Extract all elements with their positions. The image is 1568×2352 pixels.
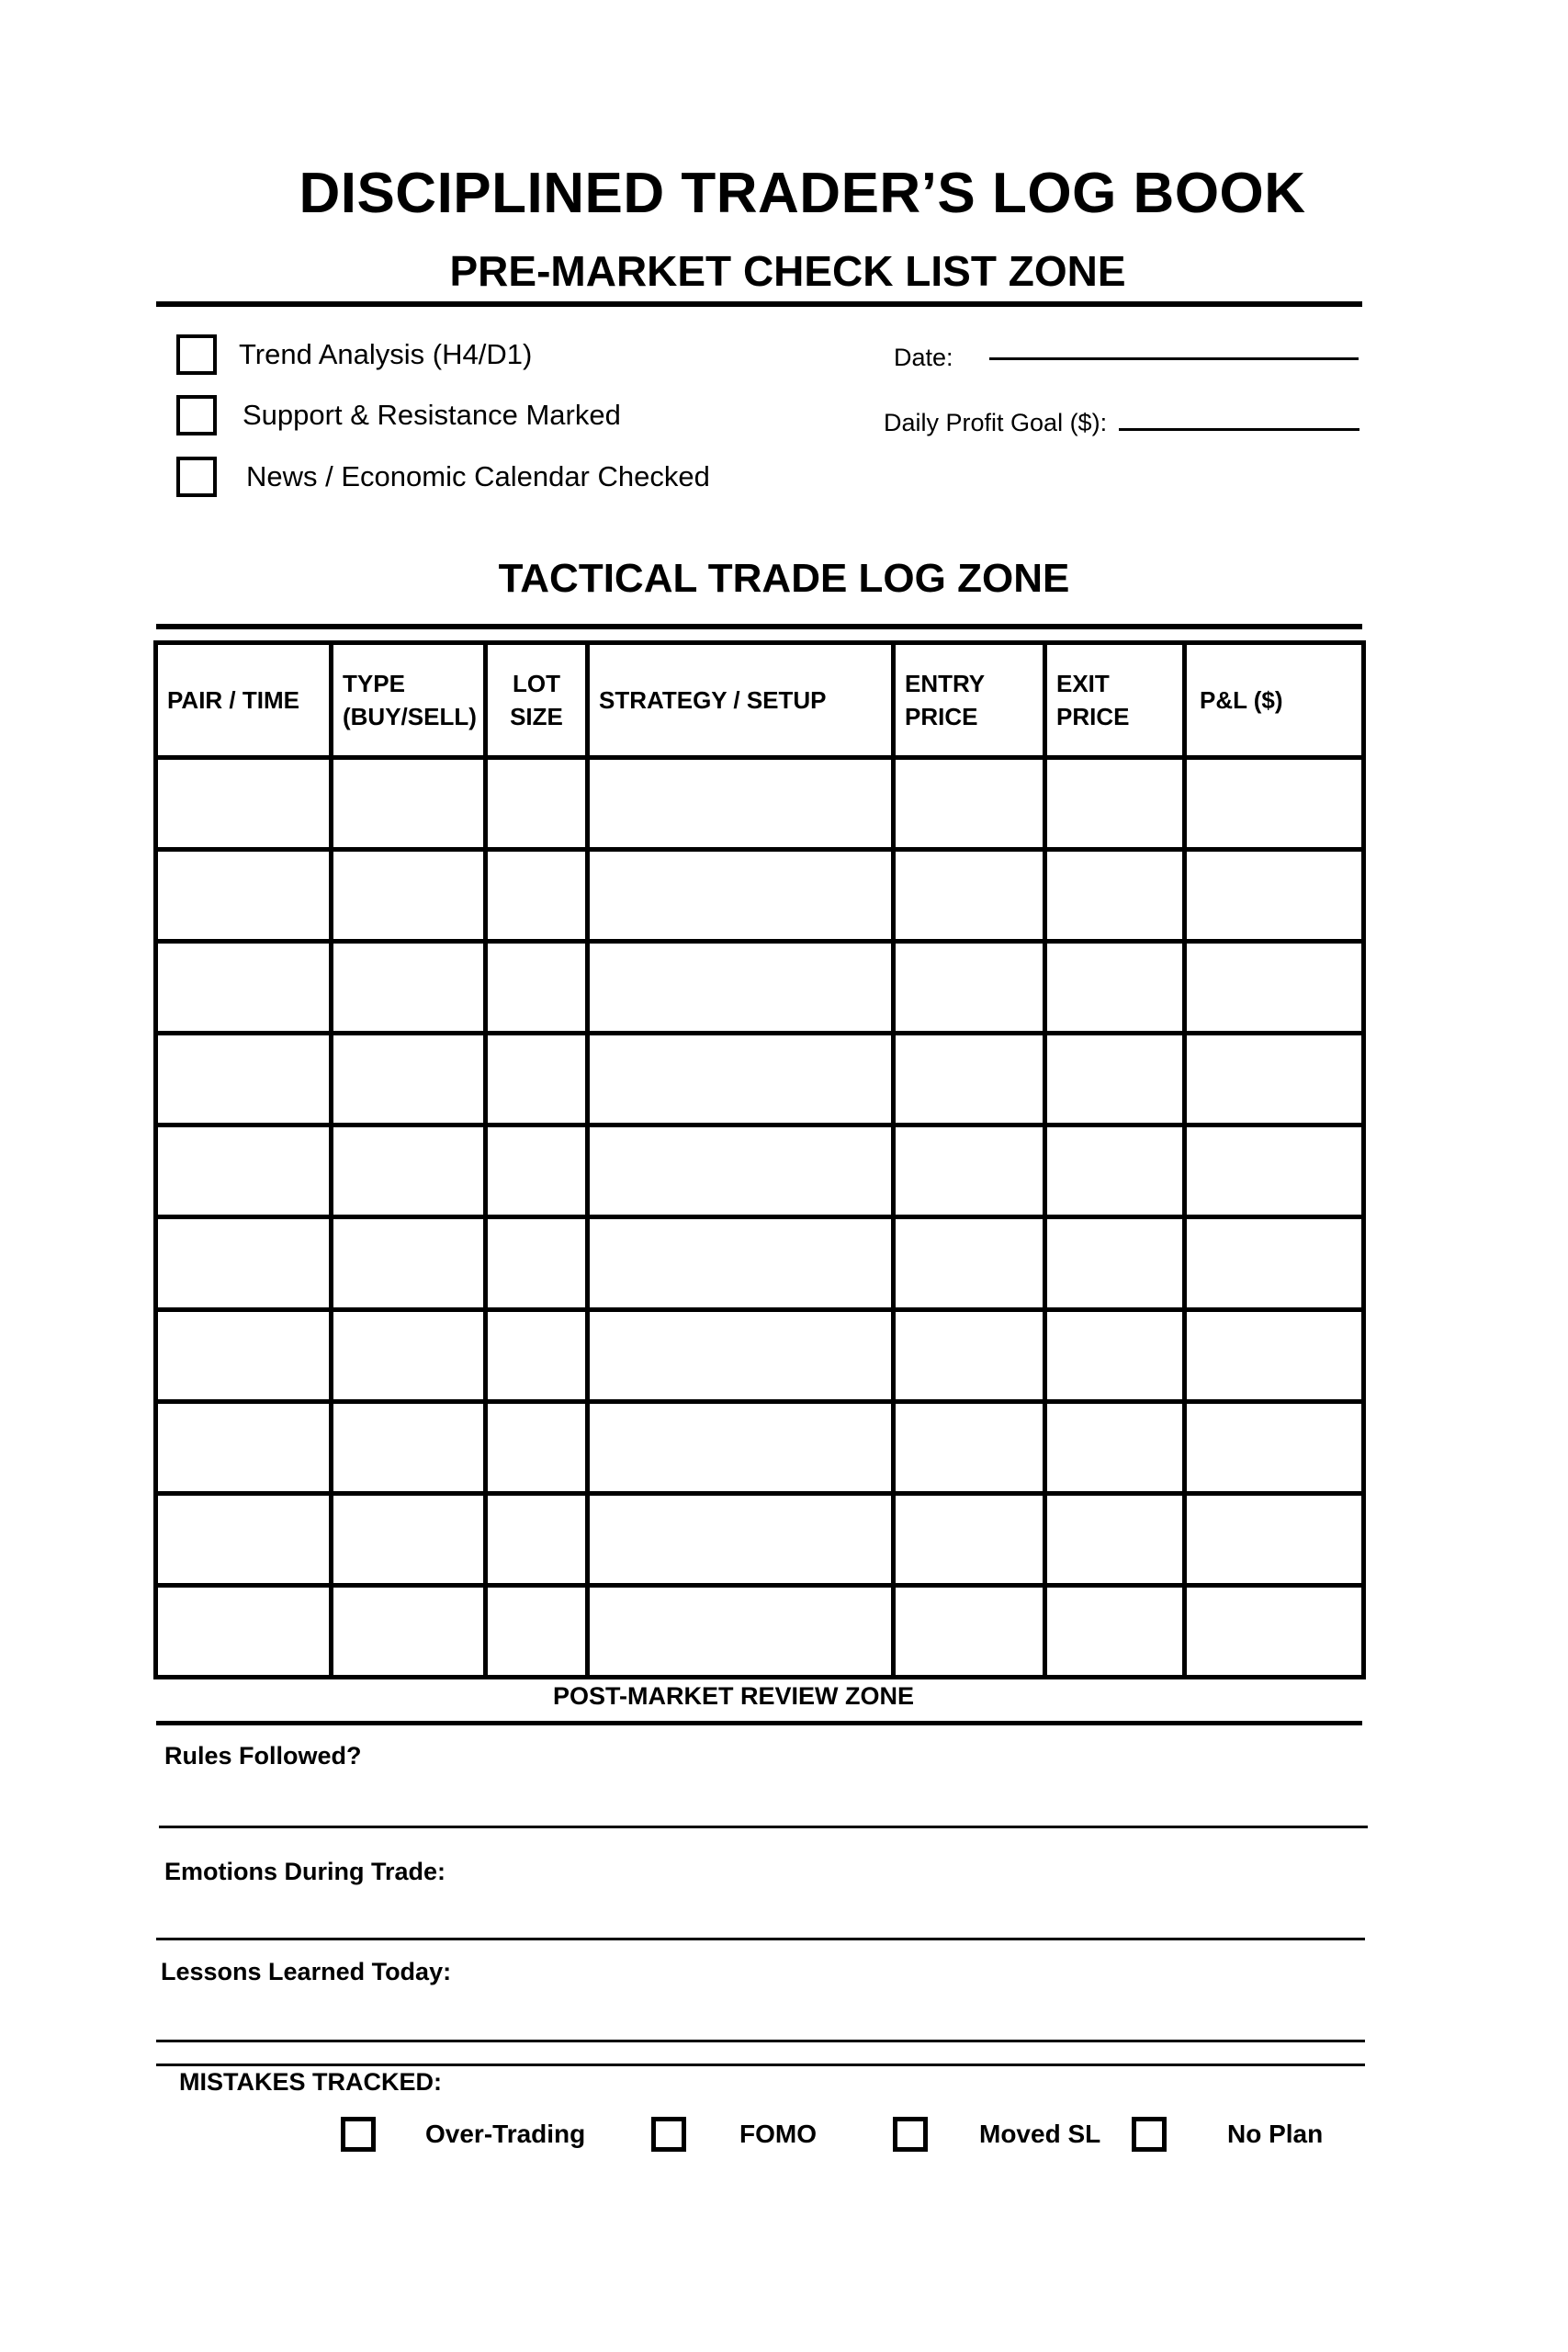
premarket-section-title: PRE-MARKET CHECK LIST ZONE bbox=[449, 247, 1126, 295]
lessons-learned-label: Lessons Learned Today: bbox=[161, 1958, 452, 1985]
review-divider bbox=[156, 1721, 1362, 1725]
checklist-label: News / Economic Calendar Checked bbox=[246, 460, 710, 492]
table-cell[interactable] bbox=[486, 1309, 588, 1401]
column-header: EXIT PRICE bbox=[1045, 643, 1185, 758]
table-cell[interactable] bbox=[894, 850, 1045, 942]
checkbox[interactable] bbox=[1132, 2117, 1167, 2152]
trade-log-divider bbox=[156, 624, 1362, 629]
table-cell[interactable] bbox=[156, 1125, 332, 1217]
table-cell[interactable] bbox=[894, 1585, 1045, 1677]
column-header: STRATEGY / SETUP bbox=[588, 643, 894, 758]
checkbox[interactable] bbox=[176, 334, 217, 375]
table-row bbox=[156, 850, 1364, 942]
table-cell[interactable] bbox=[156, 1034, 332, 1125]
table-cell[interactable] bbox=[332, 1217, 486, 1309]
date-label: Date: bbox=[894, 344, 953, 371]
table-cell[interactable] bbox=[486, 1401, 588, 1493]
rules-followed-field[interactable] bbox=[159, 1826, 1368, 1828]
table-cell[interactable] bbox=[1045, 1309, 1185, 1401]
table-row bbox=[156, 758, 1364, 850]
table-cell[interactable] bbox=[332, 850, 486, 942]
mistakes-divider bbox=[156, 2064, 1365, 2066]
table-cell[interactable] bbox=[332, 1309, 486, 1401]
table-cell[interactable] bbox=[1045, 942, 1185, 1034]
date-field[interactable] bbox=[989, 357, 1359, 360]
checklist-label: Support & Resistance Marked bbox=[243, 399, 621, 431]
table-cell[interactable] bbox=[1045, 850, 1185, 942]
mistake-label: FOMO bbox=[739, 2120, 817, 2148]
table-cell[interactable] bbox=[1045, 1034, 1185, 1125]
table-cell[interactable] bbox=[588, 942, 894, 1034]
table-cell[interactable] bbox=[332, 758, 486, 850]
mistake-label: No Plan bbox=[1227, 2120, 1324, 2148]
table-cell[interactable] bbox=[1045, 1125, 1185, 1217]
checklist-item-trend-analysis[interactable] bbox=[176, 333, 532, 377]
mistake-label: Moved SL bbox=[979, 2120, 1101, 2148]
lessons-learned-field[interactable] bbox=[156, 2040, 1365, 2042]
checkbox[interactable] bbox=[651, 2117, 686, 2152]
table-cell[interactable] bbox=[486, 758, 588, 850]
checkbox[interactable] bbox=[341, 2117, 376, 2152]
table-cell[interactable] bbox=[332, 1401, 486, 1493]
table-cell[interactable] bbox=[588, 1493, 894, 1585]
table-row bbox=[156, 942, 1364, 1034]
table-cell[interactable] bbox=[1045, 1585, 1185, 1677]
mistakes-tracked-label: MISTAKES TRACKED: bbox=[179, 2068, 442, 2096]
table-cell[interactable] bbox=[588, 1125, 894, 1217]
table-row bbox=[156, 1585, 1364, 1677]
table-cell[interactable] bbox=[1185, 758, 1364, 850]
table-cell[interactable] bbox=[486, 1125, 588, 1217]
table-cell[interactable] bbox=[1045, 1401, 1185, 1493]
table-cell[interactable] bbox=[894, 1493, 1045, 1585]
table-cell[interactable] bbox=[486, 1585, 588, 1677]
table-cell[interactable] bbox=[156, 850, 332, 942]
table-row bbox=[156, 1401, 1364, 1493]
table-cell[interactable] bbox=[588, 850, 894, 942]
table-cell[interactable] bbox=[588, 1309, 894, 1401]
column-header: LOT SIZE bbox=[486, 643, 588, 758]
table-row bbox=[156, 1493, 1364, 1585]
table-cell[interactable] bbox=[486, 942, 588, 1034]
emotions-field[interactable] bbox=[156, 1938, 1365, 1940]
rules-followed-label: Rules Followed? bbox=[164, 1742, 362, 1770]
emotions-label: Emotions During Trade: bbox=[164, 1858, 446, 1885]
checklist-item-support-resistance[interactable] bbox=[176, 393, 621, 437]
column-header: P&L ($) bbox=[1185, 643, 1364, 758]
table-cell[interactable] bbox=[332, 1125, 486, 1217]
table-cell[interactable] bbox=[588, 758, 894, 850]
checklist-label: Trend Analysis (H4/D1) bbox=[239, 338, 533, 370]
table-cell[interactable] bbox=[1045, 758, 1185, 850]
table-cell[interactable] bbox=[588, 1034, 894, 1125]
mistake-over-trading[interactable] bbox=[341, 2114, 585, 2154]
table-cell[interactable] bbox=[588, 1585, 894, 1677]
table-row bbox=[156, 1217, 1364, 1309]
table-cell[interactable] bbox=[1185, 1034, 1364, 1125]
review-section-title: POST-MARKET REVIEW ZONE bbox=[552, 1682, 915, 1710]
table-cell[interactable] bbox=[156, 1309, 332, 1401]
mistake-moved-sl[interactable] bbox=[893, 2114, 1100, 2154]
daily-profit-goal-label: Daily Profit Goal ($): bbox=[884, 409, 1108, 436]
mistake-no-plan[interactable] bbox=[1132, 2114, 1323, 2154]
table-cell[interactable] bbox=[1185, 1309, 1364, 1401]
table-cell[interactable] bbox=[486, 1217, 588, 1309]
checklist-item-news-calendar[interactable] bbox=[176, 455, 710, 499]
checkbox[interactable] bbox=[893, 2117, 928, 2152]
table-cell[interactable] bbox=[1185, 1585, 1364, 1677]
table-cell[interactable] bbox=[332, 1034, 486, 1125]
table-row bbox=[156, 1034, 1364, 1125]
table-cell[interactable] bbox=[894, 1309, 1045, 1401]
table-row bbox=[156, 1125, 1364, 1217]
table-cell[interactable] bbox=[1045, 1493, 1185, 1585]
table-cell[interactable] bbox=[156, 1585, 332, 1677]
mistake-label: Over-Trading bbox=[425, 2120, 586, 2148]
table-cell[interactable] bbox=[486, 850, 588, 942]
table-cell[interactable] bbox=[1185, 1125, 1364, 1217]
trade-log-title: TACTICAL TRADE LOG ZONE bbox=[498, 556, 1070, 601]
table-header-row bbox=[156, 643, 1364, 758]
table-cell[interactable] bbox=[588, 1401, 894, 1493]
table-cell[interactable] bbox=[894, 1125, 1045, 1217]
table-cell[interactable] bbox=[156, 1493, 332, 1585]
table-cell[interactable] bbox=[894, 1217, 1045, 1309]
daily-profit-goal-field[interactable] bbox=[1119, 428, 1359, 431]
table-cell[interactable] bbox=[894, 1034, 1045, 1125]
checkbox[interactable] bbox=[176, 395, 217, 435]
table-cell[interactable] bbox=[332, 1585, 486, 1677]
mistake-fomo[interactable] bbox=[651, 2114, 817, 2154]
table-cell[interactable] bbox=[1185, 1493, 1364, 1585]
table-cell[interactable] bbox=[486, 1034, 588, 1125]
page-title: DISCIPLINED TRADER’S LOG BOOK bbox=[299, 162, 1306, 225]
table-cell[interactable] bbox=[156, 1217, 332, 1309]
table-cell[interactable] bbox=[1045, 1217, 1185, 1309]
table-cell[interactable] bbox=[894, 758, 1045, 850]
column-header: ENTRY PRICE bbox=[894, 643, 1045, 758]
column-header: PAIR / TIME bbox=[156, 643, 332, 758]
table-cell[interactable] bbox=[156, 942, 332, 1034]
table-cell[interactable] bbox=[332, 1493, 486, 1585]
table-cell[interactable] bbox=[1185, 850, 1364, 942]
table-cell[interactable] bbox=[588, 1217, 894, 1309]
trade-log-table bbox=[153, 640, 1366, 1679]
table-cell[interactable] bbox=[1185, 1401, 1364, 1493]
table-cell[interactable] bbox=[1185, 1217, 1364, 1309]
premarket-divider bbox=[156, 301, 1362, 307]
table-cell[interactable] bbox=[1185, 942, 1364, 1034]
table-cell[interactable] bbox=[332, 942, 486, 1034]
table-cell[interactable] bbox=[156, 758, 332, 850]
table-cell[interactable] bbox=[156, 1401, 332, 1493]
table-cell[interactable] bbox=[894, 1401, 1045, 1493]
column-header: TYPE (BUY/SELL) bbox=[332, 643, 486, 758]
table-cell[interactable] bbox=[486, 1493, 588, 1585]
checkbox[interactable] bbox=[176, 457, 217, 497]
table-row bbox=[156, 1309, 1364, 1401]
table-cell[interactable] bbox=[894, 942, 1045, 1034]
